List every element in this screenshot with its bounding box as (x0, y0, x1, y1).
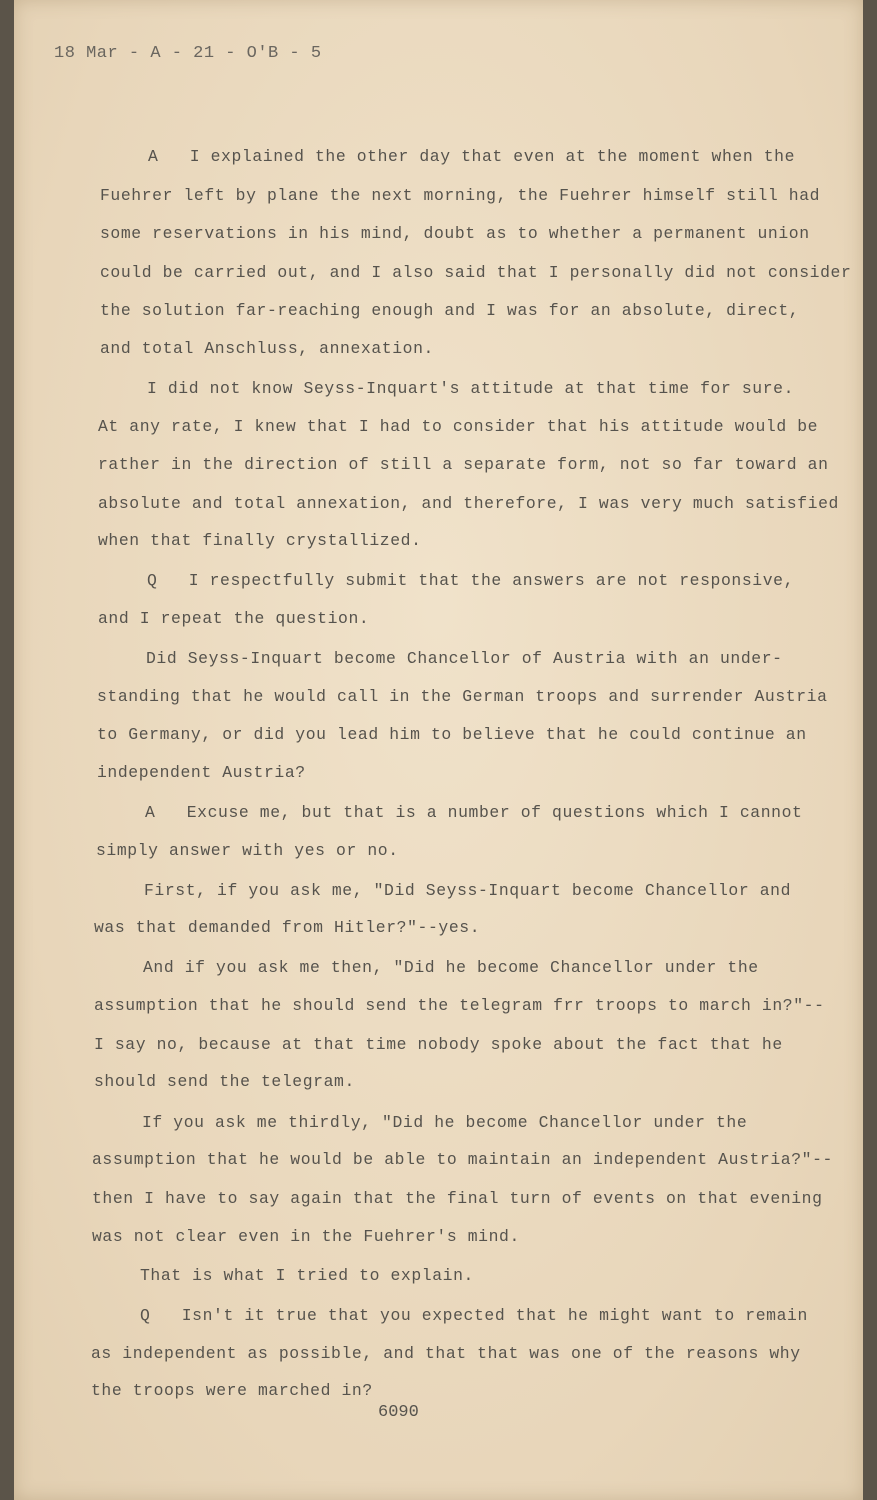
text-line: then I have to say again that the final turn of events on that evening (92, 1189, 823, 1208)
text-line: absolute and total annexation, and therefore, I was very much satisfied (98, 494, 839, 513)
text-line: Did Seyss-Inquart become Chancellor of Austria with an under- (146, 649, 783, 668)
text-line: the solution far-reaching enough and I was for an absolute, direct, (100, 301, 800, 320)
text-line: Fuehrer left by plane the next morning, the Fuehrer himself still had (100, 186, 821, 205)
text-line: and I repeat the question. (98, 609, 370, 628)
document-reference: 18 Mar - A - 21 - O'B - 5 (54, 44, 322, 63)
text-line: standing that he would call in the German troops and surrender Austria (97, 687, 828, 706)
text-line: That is what I tried to explain. (140, 1266, 474, 1285)
text-line: assumption that he would be able to maintain an independent Austria?"-- (92, 1150, 833, 1169)
text-line: First, if you ask me, "Did Seyss-Inquart become Chancellor and (144, 881, 792, 900)
text-line: to Germany, or did you lead him to believe that he could continue an (97, 725, 807, 744)
text-line: some reservations in his mind, doubt as to whether a permanent union (100, 224, 810, 243)
text-line: rather in the direction of still a separate form, not so far toward an (98, 455, 829, 474)
text-line: And if you ask me then, "Did he become Chancellor under the (143, 958, 759, 977)
text-line: was not clear even in the Fuehrer's mind. (92, 1227, 520, 1246)
text-line: should send the telegram. (94, 1072, 355, 1091)
text-line: simply answer with yes or no. (96, 841, 399, 860)
text-line: A I explained the other day that even at the moment when the (148, 147, 796, 166)
text-line: If you ask me thirdly, "Did he become Chancellor under the (142, 1113, 748, 1132)
text-line: I did not know Seyss-Inquart's attitude at that time for sure. (147, 379, 795, 398)
text-line: could be carried out, and I also said that I personally did not consider (100, 263, 852, 282)
text-line: and total Anschluss, annexation. (100, 339, 434, 358)
page-number: 6090 (378, 1403, 419, 1422)
text-line: the troops were marched in? (91, 1381, 373, 1400)
text-line: independent Austria? (97, 763, 306, 782)
transcript-page (14, 0, 863, 1500)
text-line: was that demanded from Hitler?"--yes. (94, 918, 481, 937)
text-line: assumption that he should send the telegram frr troops to march in?"-- (94, 996, 825, 1015)
text-line: A Excuse me, but that is a number of questions which I cannot (145, 803, 803, 822)
text-line: At any rate, I knew that I had to consider that his attitude would be (98, 417, 819, 436)
text-line: I say no, because at that time nobody spoke about the fact that he (94, 1035, 783, 1054)
text-line: Q Isn't it true that you expected that he might want to remain (140, 1306, 808, 1325)
text-line: as independent as possible, and that that was one of the reasons why (91, 1344, 801, 1363)
text-line: when that finally crystallized. (98, 531, 422, 550)
text-line: Q I respectfully submit that the answers are not responsive, (147, 571, 795, 590)
